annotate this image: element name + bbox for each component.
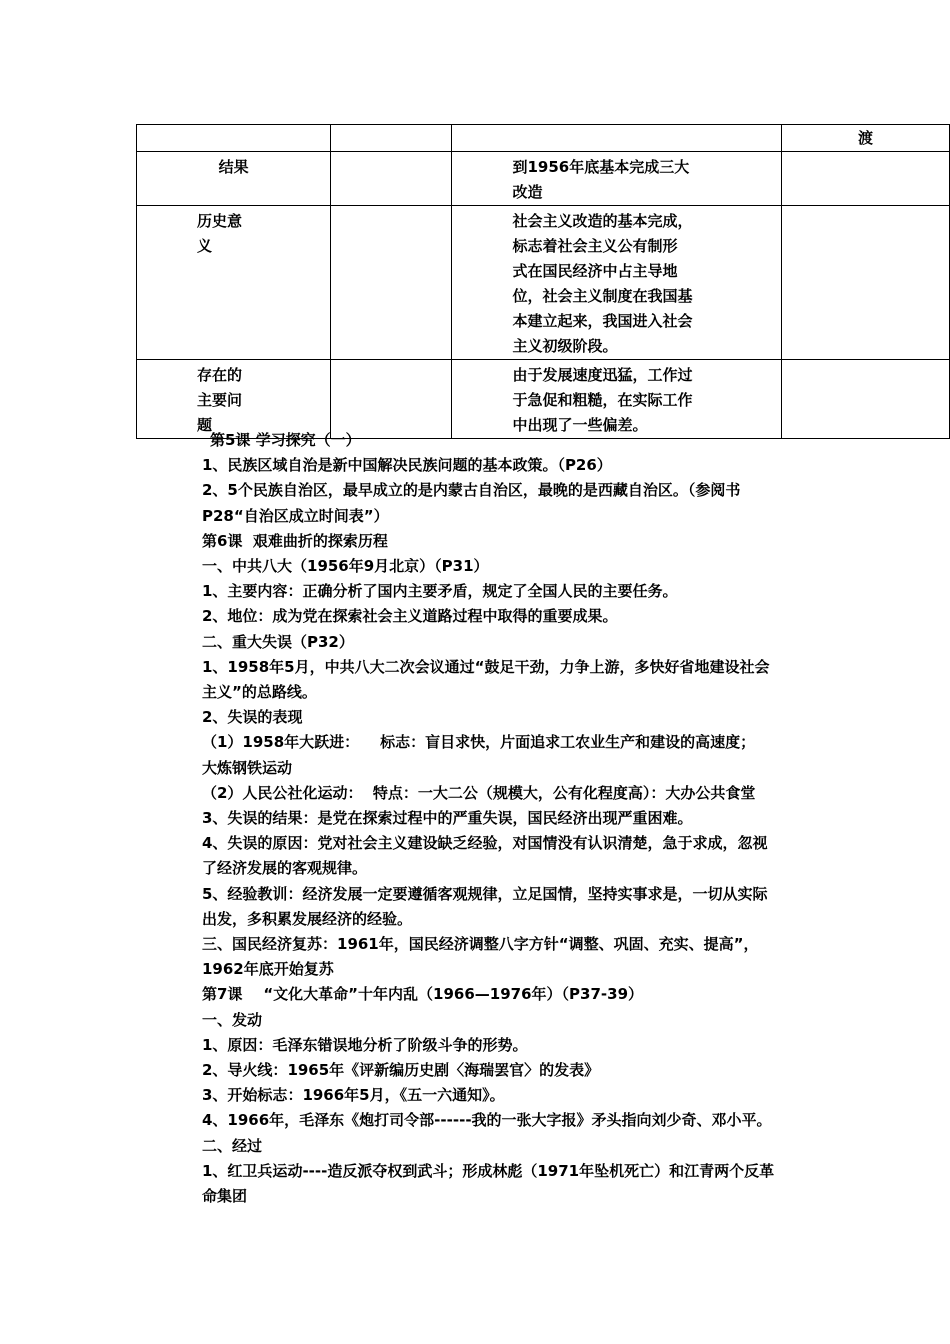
section-heading: 一、中共八大（1956年9月北京）（P31）	[202, 557, 489, 576]
cell-label-line: 历史意	[197, 212, 243, 230]
body-line: 4、1966年，毛泽东《炮打司令部------我的一张大字报》矛头指向刘少奇、邓小平。	[202, 1111, 772, 1130]
cell-label-line: 结果	[218, 158, 249, 176]
cell-label	[137, 152, 331, 206]
cell-content-line: 主义初级阶段。	[512, 337, 618, 355]
cell-note	[782, 152, 950, 206]
body-line: 大炼钢铁运动	[202, 758, 293, 777]
cell-empty	[331, 152, 452, 206]
cell-content	[452, 360, 782, 439]
cell-content-line: 中出现了一些偏差。	[512, 416, 648, 434]
cell-content-line: 标志着社会主义公有制形	[512, 237, 678, 255]
body-line: P28“自治区成立时间表”）	[202, 506, 389, 525]
body-line: 1、主要内容：正确分析了国内主要矛盾，规定了全国人民的主要任务。	[202, 582, 678, 601]
cell-content-line: 社会主义改造的基本完成，	[512, 212, 693, 230]
body-line: 1、1958年5月，中共八大二次会议通过“鼓足干劲，力争上游，多快好省地建设社会	[202, 657, 770, 676]
section-heading: 二、经过	[202, 1136, 263, 1155]
table-row	[137, 125, 950, 152]
cell-content-line: 本建立起来，我国进入社会	[512, 312, 693, 330]
body-line: 4、失误的原因：党对社会主义建设缺乏经验，对国情没有认识清楚，急于求成，忽视	[202, 834, 768, 853]
cell-content-line: 于急促和粗糙，在实际工作	[512, 391, 693, 409]
cell-label	[137, 360, 331, 439]
reform-table	[136, 124, 950, 439]
body-line: 了经济发展的客观规律。	[202, 859, 368, 878]
body-line: 1、原因：毛泽东错误地分析了阶级斗争的形势。	[202, 1035, 528, 1054]
section-heading: 三、国民经济复苏：1961年，国民经济调整八字方针“调整、巩固、充实、提高”，	[202, 935, 759, 954]
body-line: （1）1958年大跃进： 标志：盲目求快，片面追求工农业生产和建设的高速度；	[202, 733, 756, 752]
cell-content-line: 式在国民经济中占主导地	[512, 262, 678, 280]
body-line: 2、失误的表现	[202, 708, 303, 727]
body-line: 3、失误的结果：是党在探索过程中的严重失误，国民经济出现严重困难。	[202, 809, 693, 828]
cell-content	[452, 125, 782, 152]
cell-empty	[331, 206, 452, 360]
cell-content-line: 改造	[512, 183, 543, 201]
body-line: 2、地位：成为党在探索社会主义道路过程中取得的重要成果。	[202, 607, 618, 626]
body-line: 1、民族区域自治是新中国解决民族问题的基本政策。（P26）	[202, 456, 612, 475]
cell-label-line: 题	[197, 416, 213, 434]
table-row	[137, 360, 950, 439]
body-line: 3、开始标志：1966年5月，《五一六通知》。	[202, 1086, 505, 1105]
cell-content-line: 位，社会主义制度在我国基	[512, 287, 693, 305]
cell-content	[452, 206, 782, 360]
cell-content-line: 由于发展速度迅猛，工作过	[512, 366, 693, 384]
cell-label	[137, 206, 331, 360]
cell-label-line: 主要问	[197, 391, 243, 409]
cell-content	[452, 152, 782, 206]
cell-content-line: 到1956年底基本完成三大	[512, 158, 690, 176]
cell-note	[782, 360, 950, 439]
body-line: 主义”的总路线。	[202, 683, 317, 702]
body-line: 2、导火线：1965年《评新编历史剧〈海瑞罢官〉的发表》	[202, 1061, 600, 1080]
body-line: 1、红卫兵运动----造反派夺权到武斗；形成林彪（1971年坠机死亡）和江青两个反革	[202, 1161, 775, 1180]
body-line: 出发，多积累发展经济的经验。	[202, 909, 413, 928]
body-line: 5、经验教训：经济发展一定要遵循客观规律，立足国情，坚持实事求是，一切从实际	[202, 884, 768, 903]
cell-note: 渡	[782, 125, 950, 152]
body-line: 1962年底开始复苏	[202, 960, 334, 979]
table-row	[137, 206, 950, 360]
body-line: （2）人民公社化运动： 特点：一大二公（规模大，公有化程度高）：大办公共食堂	[202, 783, 756, 802]
section-heading: 二、重大失误（P32）	[202, 632, 354, 651]
document-body	[202, 428, 818, 1209]
cell-note	[782, 206, 950, 360]
body-line: 命集团	[202, 1187, 248, 1206]
lesson-heading: 第6课 艰难曲折的探索历程	[202, 531, 388, 550]
lesson-heading: 第5课 学习探究（一）	[210, 431, 361, 449]
cell-label	[137, 125, 331, 152]
body-line: 2、5个民族自治区，最早成立的是内蒙古自治区，最晚的是西藏自治区。（参阅书	[202, 481, 741, 500]
lesson-heading: 第7课 “文化大革命”十年内乱（1966—1976年）（P37-39）	[202, 985, 644, 1004]
section-heading: 一、发动	[202, 1010, 263, 1029]
cell-label-line: 义	[197, 237, 213, 255]
cell-empty	[331, 360, 452, 439]
cell-empty	[331, 125, 452, 152]
cell-label-line: 存在的	[197, 366, 243, 384]
table-row	[137, 152, 950, 206]
